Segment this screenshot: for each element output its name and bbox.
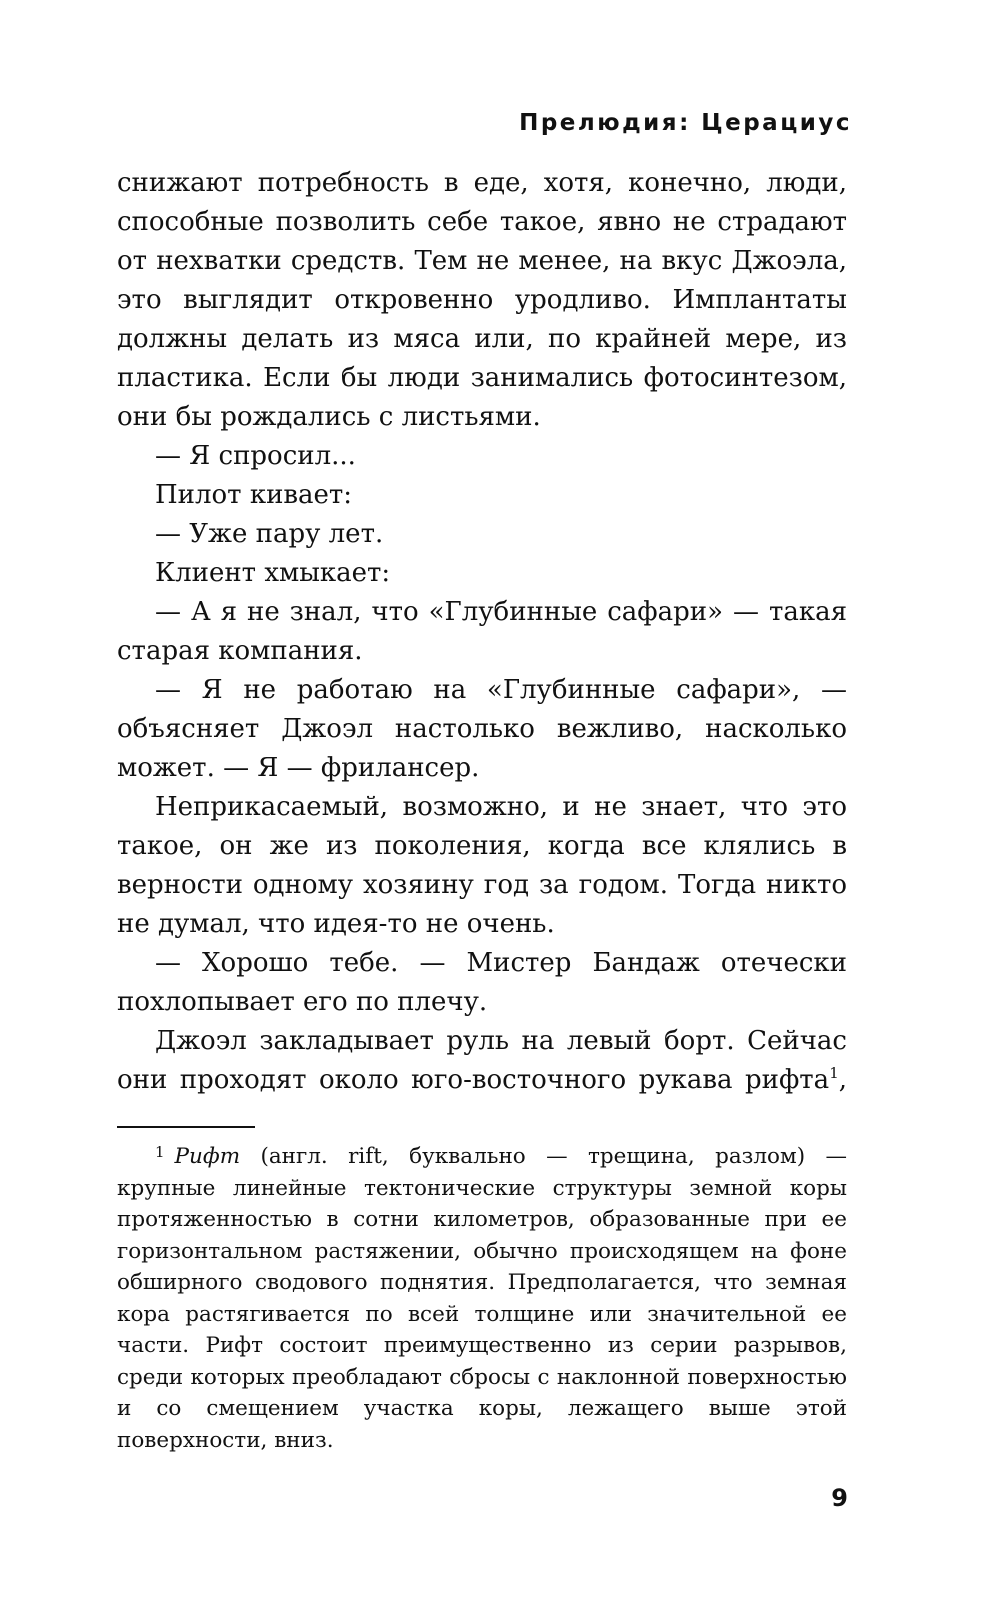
paragraph: — А я не знал, что «Глубинные сафари» — такая старая компания. [117, 597, 847, 666]
footnote-number: 1 [155, 1143, 165, 1161]
paragraph-text: Джоэл закладывает руль на левый борт. Сейчас они проходят около юго-восточного рукава рифта [117, 1026, 847, 1095]
paragraph: Клиент хмыкает: [155, 558, 391, 588]
paragraph: — Я не работаю на «Глубинные сафари», — объясняет Джоэл настолько вежливо, насколько может. — Я — фрилансер. [117, 675, 847, 783]
body-text [117, 164, 847, 1100]
paragraph: — Хорошо тебе. — Мистер Бандаж отечески похлопывает его по плечу. [117, 948, 847, 1017]
paragraph: Неприкасаемый, возможно, и не знает, что это такое, он же из поколения, когда все клялись в верности одному хозяину год за годом. Тогда никто не думал, что идея-то не очень. [117, 792, 847, 939]
footnote-paragraph [117, 1137, 847, 1456]
page-number: 9 [831, 1484, 848, 1512]
footnote-reference[interactable]: 1 [829, 1064, 839, 1082]
footnote-term: Рифт [174, 1144, 241, 1169]
paragraph: — Уже пару лет. [155, 519, 384, 549]
footnote [117, 1137, 847, 1456]
running-head [519, 110, 852, 136]
footnote-text: (англ. rift, буквально — трещина, разлом) — крупные линейные тектонические структуры земной коры протяженностью в сотни километров, образованные при ее горизонтальном растяжении, обычно происходящем на фоне обширного сводового поднятия. Предполагается, что земная кора растягивается по всей толщине или значительной ее части. Рифт состоит преимущественно из серии разрывов, среди которых преобладают сбросы с наклонной поверхностью и со смещением участка коры, лежащего выше этой поверхности, вниз. [117, 1144, 847, 1453]
paragraph-with-footnote [117, 1022, 847, 1100]
paragraph: — Я спросил... [155, 441, 356, 471]
footnote-divider [117, 1126, 255, 1128]
paragraph-tail: , [838, 1065, 847, 1095]
paragraph: Пилот кивает: [155, 480, 353, 510]
paragraph: снижают потребность в еде, хотя, конечно, люди, способные позволить себе такое, явно не страдают от нехватки средств. Тем не менее, на вкус Джоэла, это выглядит откровенно уродливо. Имплантаты должны делать из мяса или, по крайней мере, из пластика. Если бы люди занимались фотосинтезом, они бы рождались с листьями. [117, 168, 847, 432]
running-head-text: Прелюдия: Церациус [519, 110, 852, 136]
